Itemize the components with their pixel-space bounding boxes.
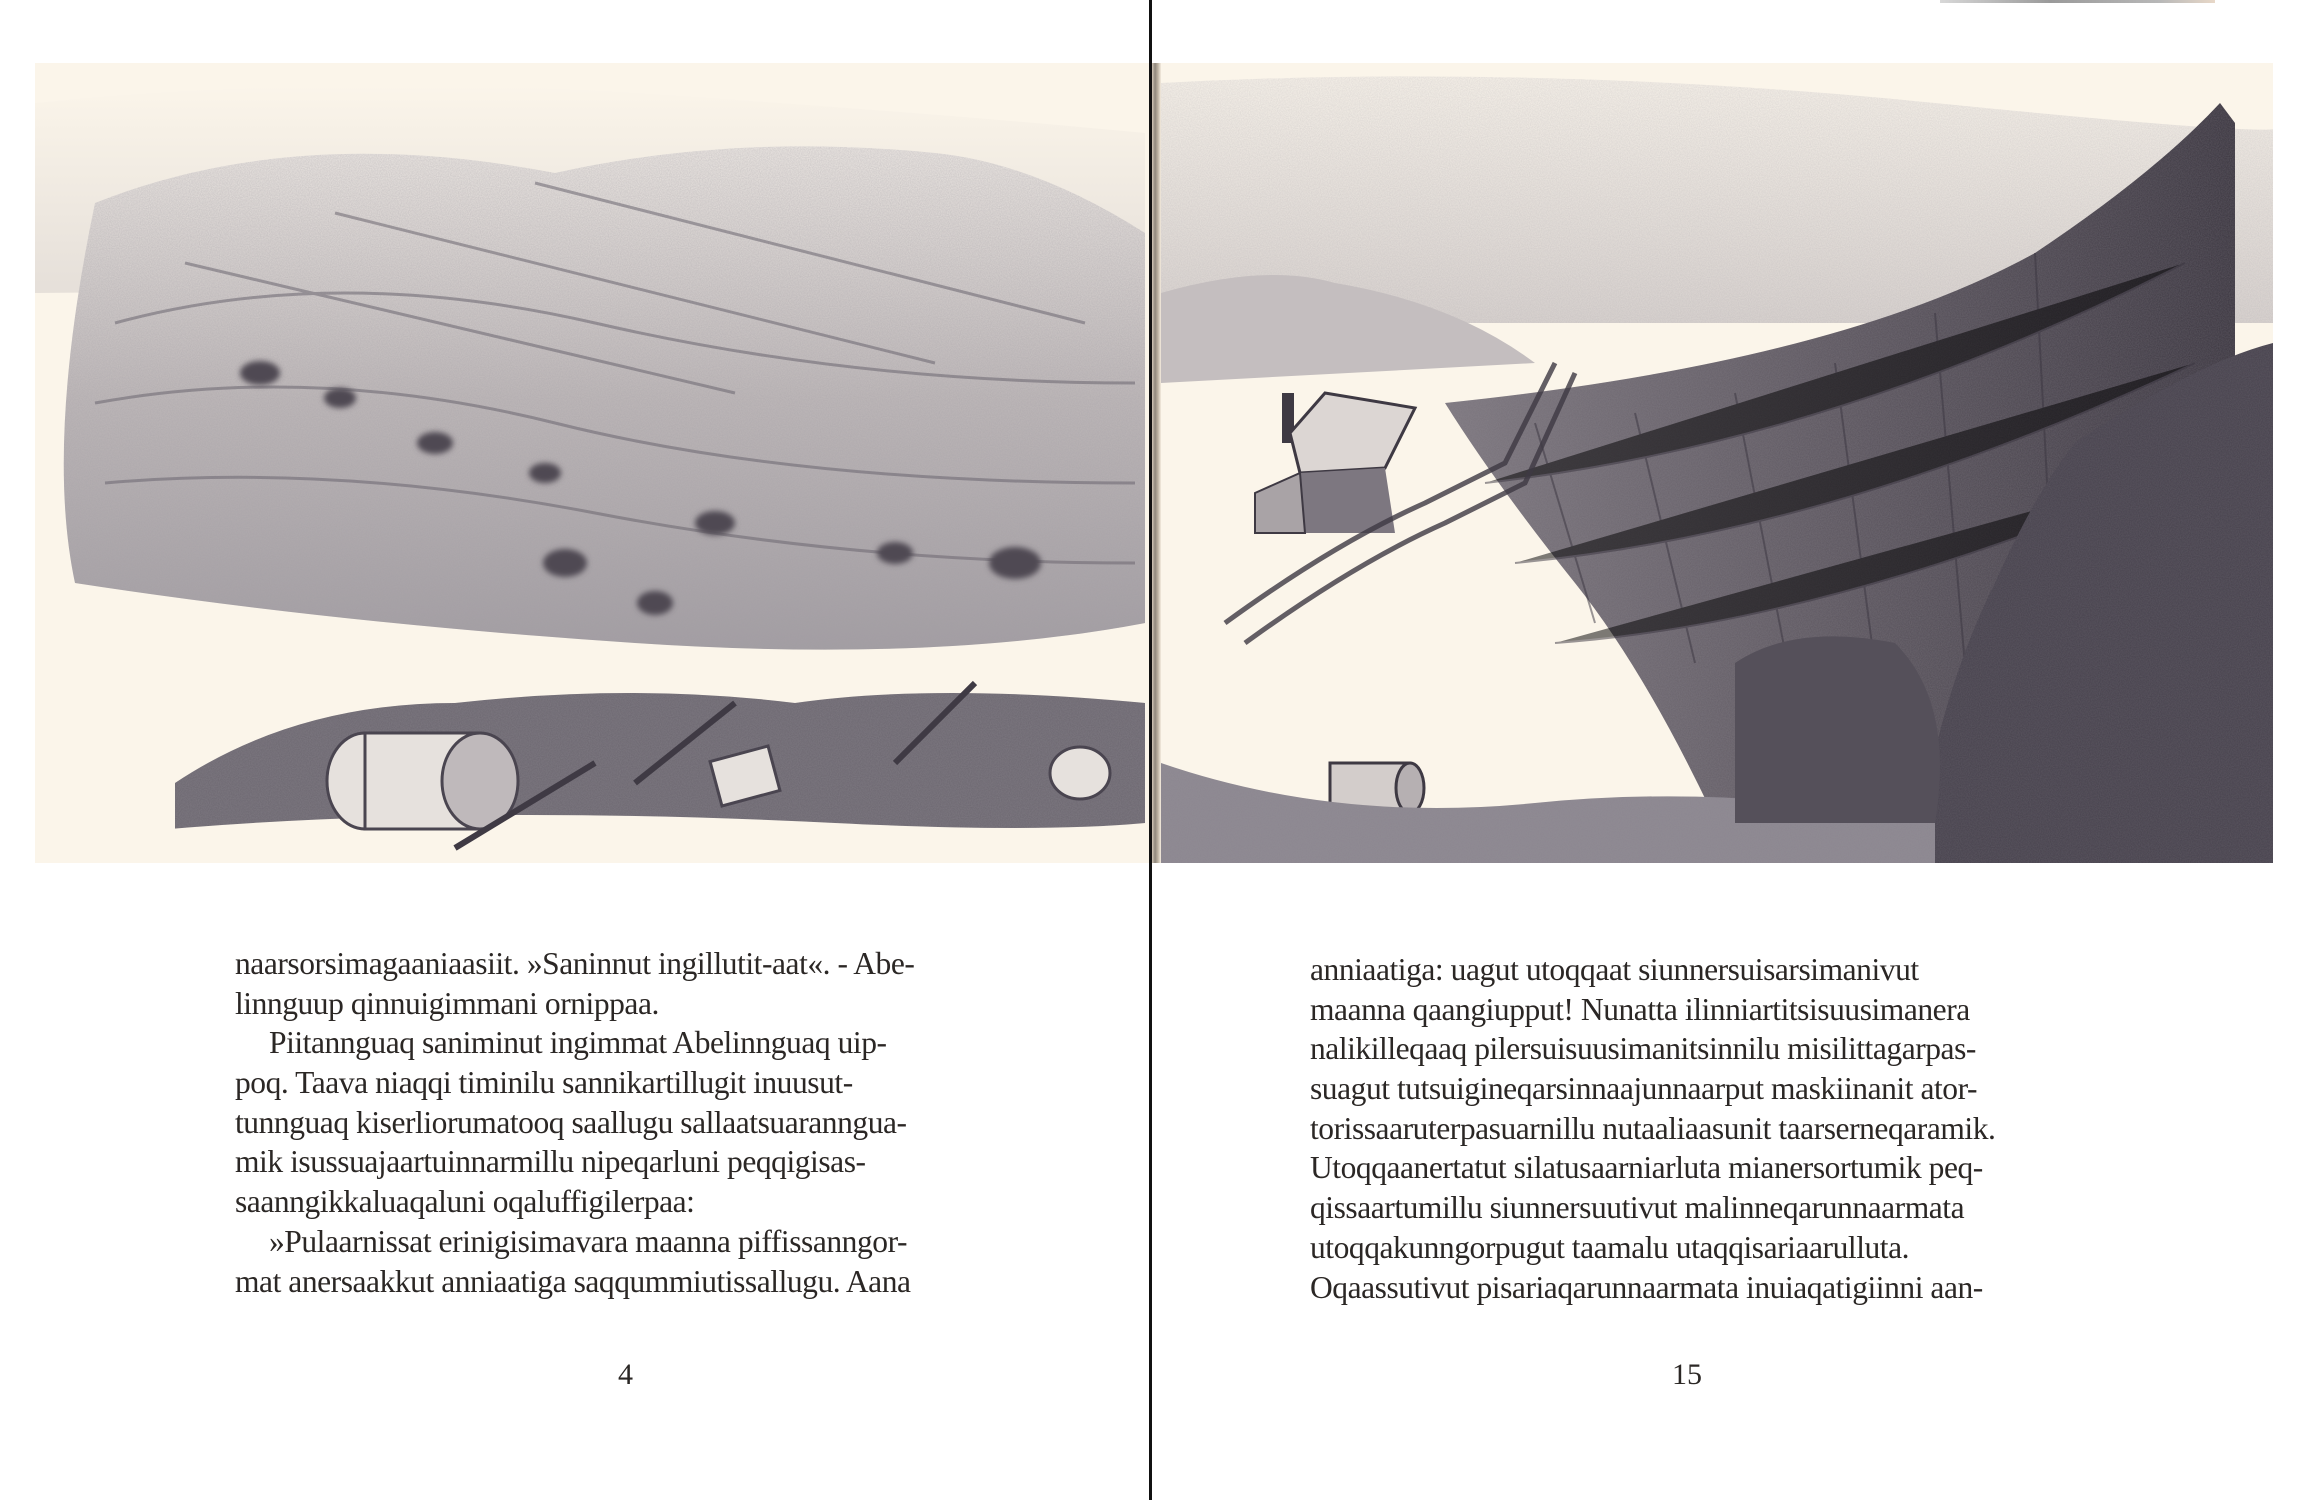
text-line: torissaaruterpasuarnillu nutaaliaasunit taarserneqaramik.: [1310, 1110, 1996, 1146]
text-line: tunnguaq kiserliorumatooq saallugu sallaatsuarannguа-: [235, 1104, 907, 1140]
text-line: naarsorsimagaaniaasiit. »Saninnut ingillutit-aat«. - Abe-: [235, 946, 915, 981]
text-line: Oqaassutivut pisariaqarunnaarmata inuiaqatigiinni aan-: [1310, 1269, 1983, 1305]
text-line: linnguup qinnuigimmani ornippaa.: [235, 985, 659, 1021]
text-line: utoqqakunngorpugut taamalu utaqqisariaarulluta.: [1310, 1229, 1910, 1265]
text-line: suagut tutsuigineqarsinnaajunnaarput maskiinanit ator-: [1310, 1071, 1978, 1107]
text-line: anniaatiga: uagut utoqqaat siunnersuisarsimanivut: [1310, 952, 1919, 987]
right-page-body-text: [1310, 950, 2090, 1307]
page-number: 15: [1672, 1358, 1702, 1391]
text-line: poq. Taava niaqqi timinilu sannikartillugit inuusut-: [235, 1065, 853, 1101]
text-line: nalikilleqaaq pilersuisuusimanitsinnilu misilittagarpas-: [1310, 1031, 1976, 1067]
text-line: »Pulaarnissat erinigisimavara maanna piffissanngor-: [269, 1223, 908, 1259]
text-line: mat anersaakkut anniaatiga saqqummiutissallugu. Aana: [235, 1263, 911, 1299]
text-line: Piitannguaq saniminut ingimmat Abelinnguaq uip-: [269, 1025, 887, 1061]
text-line: saanngikkaluaqaluni oqaluffigilerpaa:: [235, 1184, 695, 1220]
text-line: qissaartumillu siunnersuutivut malinneqarunnaarmata: [1310, 1190, 1965, 1226]
text-line: mik isussuajaartuinnarmillu nipeqarluni peqqigisas-: [235, 1144, 866, 1180]
page-number: 4: [618, 1358, 633, 1391]
text-line: Utoqqaanertatut silatusaarniarluta mianersortumik peq-: [1310, 1150, 1983, 1186]
text-line: maanna qaangiupput! Nunatta ilinniartitsisuusimanera: [1310, 991, 1970, 1027]
